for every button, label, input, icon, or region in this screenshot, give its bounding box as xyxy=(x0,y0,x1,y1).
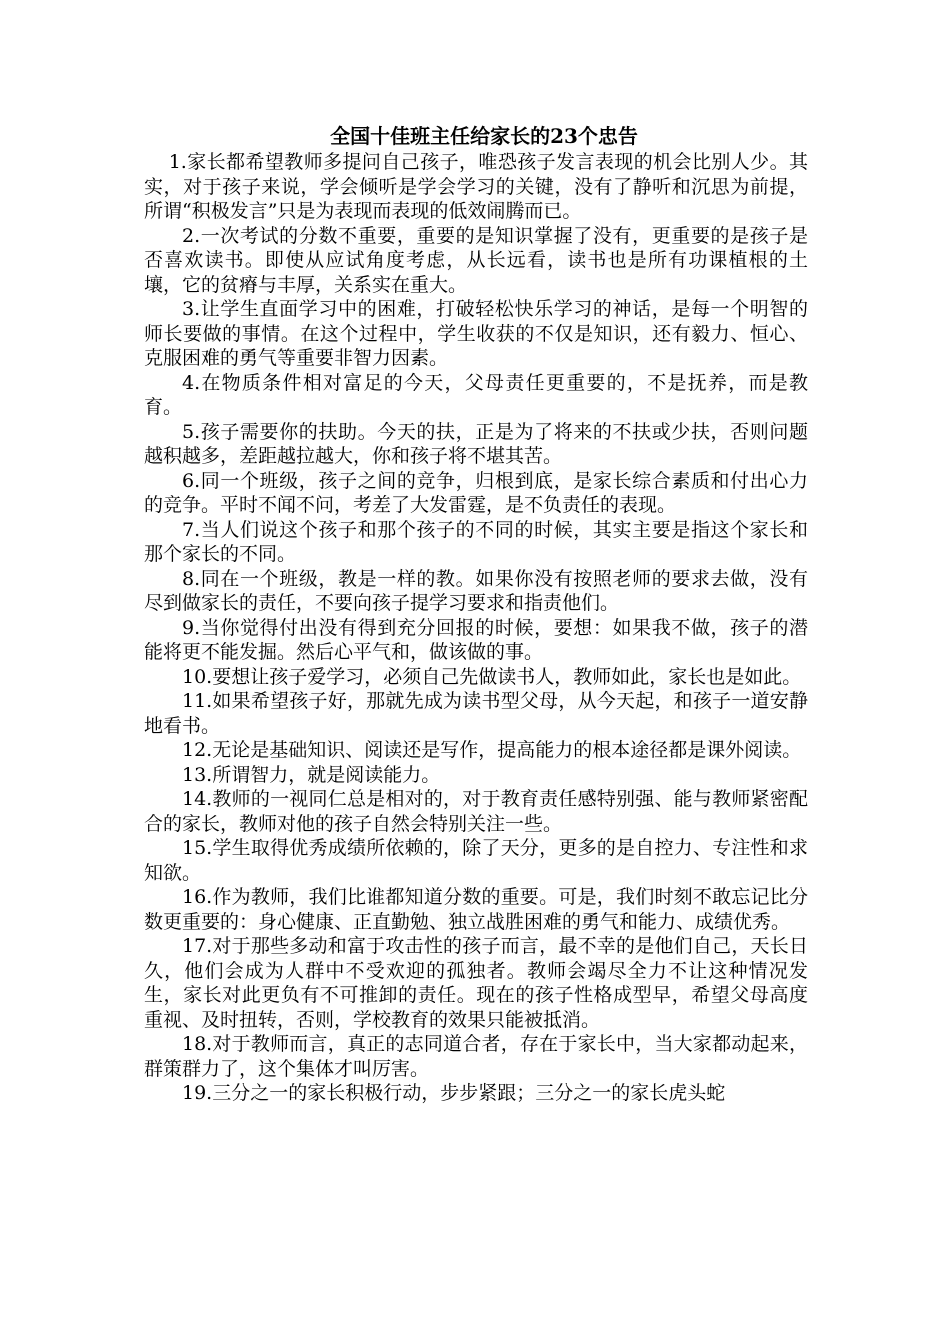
document-title: 全国十佳班主任给家长的23个忠告 xyxy=(330,124,638,148)
paragraph-12: 12.无论是基础知识、阅读还是写作，提高能力的根本途径都是课外阅读。 xyxy=(182,739,802,761)
paragraph-4: 4.在物质条件相对富足的今天，父母责任更重要的，不是抚养，而是教育。 xyxy=(144,371,808,418)
paragraph-19: 19.三分之一的家长积极行动，步步紧跟；三分之一的家长虎头蛇 xyxy=(182,1082,726,1104)
paragraph-7: 7.当人们说这个孩子和那个孩子的不同的时候，其实主要是指这个家长和那个家长的不同。 xyxy=(144,518,808,565)
paragraph-13: 13.所谓智力，就是阅读能力。 xyxy=(182,763,441,786)
paragraph-2: 2.一次考试的分数不重要，重要的是知识掌握了没有，更重要的是孩子是否喜欢读书。即使从应试角度考虑，从长远看，读书也是所有功课植根的土壤，它的贫瘠与丰厚，关系实在重大。 xyxy=(144,224,808,296)
paragraph-8: 8.同在一个班级，教是一样的教。如果你没有按照老师的要求去做，没有尽到做家长的责任，不要向孩子提学习要求和指责他们。 xyxy=(144,567,808,614)
paragraph-9: 9.当你觉得付出没有得到充分回报的时候，要想：如果我不做，孩子的潜能将更不能发掘。然后心平气和，做该做的事。 xyxy=(144,616,808,663)
paragraph-3: 3.让学生直面学习中的困难，打破轻松快乐学习的神话，是每一个明智的师长要做的事情。在这个过程中，学生收获的不仅是知识，还有毅力、恒心、克服困难的勇气等重要非智力因素。 xyxy=(144,298,808,369)
paragraph-5: 5.孩子需要你的扶助。今天的扶，正是为了将来的不扶或少扶，否则问题越积越多，差距越拉越大，你和孩子将不堪其苦。 xyxy=(144,420,808,467)
paragraph-6: 6.同一个班级，孩子之间的竞争，归根到底，是家长综合素质和付出心力的竞争。平时不闻不问，考差了大发雷霆，是不负责任的表现。 xyxy=(144,469,808,516)
paragraph-15: 15.学生取得优秀成绩所依赖的，除了天分，更多的是自控力、专注性和求知欲。 xyxy=(144,837,808,884)
paragraph-11: 11.如果希望孩子好，那就先成为读书型父母，从今天起，和孩子一道安静地看书。 xyxy=(144,690,808,737)
document-page xyxy=(144,124,808,1106)
paragraph-1: 1.家长都希望教师多提问自己孩子，唯恐孩子发言表现的机会比别人少。其实，对于孩子来说，学会倾听是学会学习的关键，没有了静听和沉思为前提，所谓“积极发言”只是为表现而表现的低效闹腾而已。 xyxy=(144,151,808,222)
paragraph-10: 10.要想让孩子爱学习，必须自己先做读书人，教师如此，家长也是如此。 xyxy=(182,665,802,688)
paragraph-17: 17.对于那些多动和富于攻击性的孩子而言，最不幸的是他们自己，天长日久，他们会成为人群中不受欢迎的孤独者。教师会竭尽全力不让这种情况发生，家长对此更负有不可推卸的责任。现在的孩子性格成型早，希望父母高度重视、及时扭转，否则，学校教育的效果只能被抵消。 xyxy=(144,935,808,1031)
paragraph-18: 18.对于教师而言，真正的志同道合者，存在于家长中，当大家都动起来，群策群力了，这个集体才叫厉害。 xyxy=(144,1033,808,1080)
paragraph-16: 16.作为教师，我们比谁都知道分数的重要。可是，我们时刻不敢忘记比分数更重要的：身心健康、正直勤勉、独立战胜困难的勇气和能力、成绩优秀。 xyxy=(144,886,808,933)
paragraph-14: 14.教师的一视同仁总是相对的，对于教育责任感特别强、能与教师紧密配合的家长，教师对他的孩子自然会特别关注一些。 xyxy=(144,788,808,835)
